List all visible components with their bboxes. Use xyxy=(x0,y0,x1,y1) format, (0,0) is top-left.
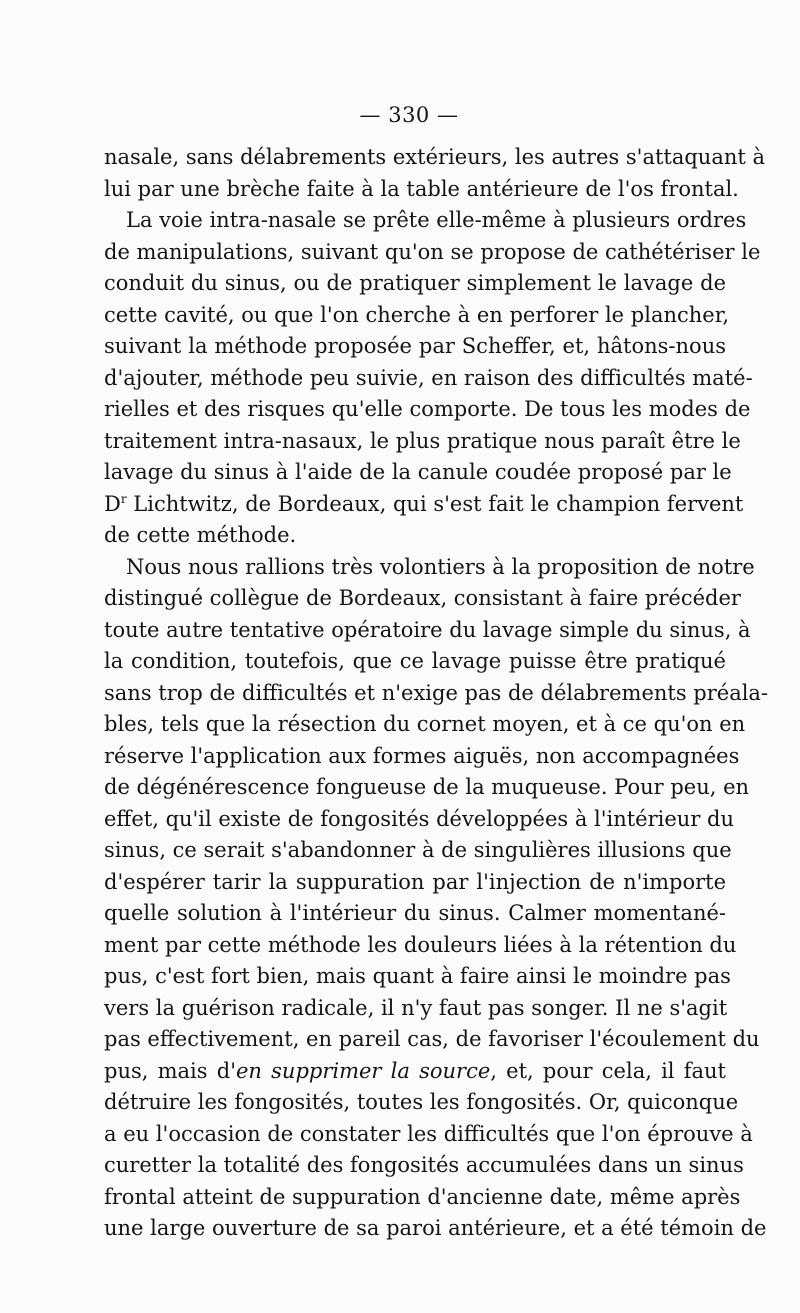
text-line: la condition, toutefois, que ce lavage puisse être pratiqué xyxy=(104,649,726,673)
page-number: — 330 — xyxy=(359,103,459,127)
text-line: détruire les fongosités, toutes les fongosités. Or, quiconque xyxy=(104,1090,739,1114)
text-line: de cette méthode. xyxy=(104,523,297,547)
text-line: cette cavité, ou que l'on cherche à en perforer le plancher, xyxy=(104,302,730,327)
text-line: lui par une brèche faite à la table antérieure de l'os frontal. xyxy=(104,176,739,201)
text-line: suivant la méthode proposée par Scheffer, et, hâtons-nous xyxy=(104,334,726,358)
text-segment: pus, mais d' xyxy=(104,1058,236,1083)
text-line: nasale, sans délabrements extérieurs, les autres s'attaquant à xyxy=(104,145,766,169)
text-line: La voie intra-nasale se prête elle-même à plusieurs ordres xyxy=(126,208,747,232)
doctor-abbrev: D xyxy=(104,491,121,516)
text-line: traitement intra-nasaux, le plus pratique nous paraît être le xyxy=(104,428,741,453)
text-line: une large ouverture de sa paroi antérieure, et a été témoin de xyxy=(104,1216,767,1240)
text-line: toute autre tentative opératoire du lavage simple du sinus, à xyxy=(104,617,751,642)
text-line-rest: Lichtwitz, de Bordeaux, qui s'est fait le champion fervent xyxy=(133,491,744,516)
text-line: distingué collègue de Bordeaux, consistant à faire précéder xyxy=(104,586,741,610)
text-line: d'espérer tarir la suppuration par l'injection de n'importe xyxy=(104,869,726,894)
text-line: rielles et des risques qu'elle comporte. De tous les modes de xyxy=(104,397,751,421)
text-line: sans trop de difficultés et n'exige pas de délabrements préala- xyxy=(104,680,769,705)
text-line: ment par cette méthode les douleurs liées à la rétention du xyxy=(104,932,737,957)
doctor-abbrev-sup: r xyxy=(120,491,127,506)
text-line: curetter la totalité des fongosités accumulées dans un sinus xyxy=(104,1153,744,1177)
text-line xyxy=(104,489,744,521)
text-line: Nous nous rallions très volontiers à la proposition de notre xyxy=(126,554,755,579)
text-segment: , et, pour cela, il faut xyxy=(490,1058,726,1083)
text-line xyxy=(104,1056,726,1088)
text-line: effet, qu'il existe de fongosités développées à l'intérieur du xyxy=(104,806,734,831)
text-line: de manipulations, suivant qu'on se propose de cathétériser le xyxy=(104,239,761,264)
text-line: vers la guérison radicale, il n'y faut pas songer. Il ne s'agit xyxy=(104,995,728,1020)
text-line: pas effectivement, en pareil cas, de favoriser l'écoulement du xyxy=(104,1027,760,1051)
text-line: quelle solution à l'intérieur du sinus. Calmer momentané- xyxy=(104,901,726,925)
text-line: a eu l'occasion de constater les difficultés que l'on éprouve à xyxy=(104,1121,753,1146)
text-line: pus, c'est fort bien, mais quant à faire ainsi le moindre pas xyxy=(104,964,731,988)
italic-phrase: en supprimer la source xyxy=(235,1058,491,1083)
text-line: d'ajouter, méthode peu suivie, en raison des difficultés maté- xyxy=(104,365,753,390)
text-line: bles, tels que la résection du cornet moyen, et à ce qu'on en xyxy=(104,712,746,736)
text-line: lavage du sinus à l'aide de la canule coudée proposé par le xyxy=(104,460,732,484)
text-line: sinus, ce serait s'abandonner à de singulières illusions que xyxy=(104,838,732,862)
text-line: frontal atteint de suppuration d'ancienne date, même après xyxy=(104,1184,741,1209)
text-line: conduit du sinus, ou de pratiquer simplement le lavage de xyxy=(104,271,726,295)
text-line: de dégénérescence fongueuse de la muqueuse. Pour peu, en xyxy=(104,775,750,799)
text-line: réserve l'application aux formes aiguës, non accompagnées xyxy=(104,743,740,768)
body-text xyxy=(104,142,769,1245)
